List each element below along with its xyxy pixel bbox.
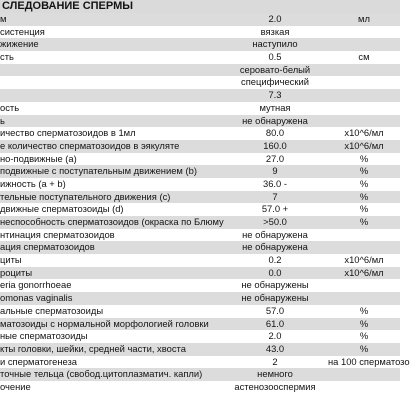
param-unit: на 100 сперматозо xyxy=(328,355,410,367)
param-value: 43.0 xyxy=(265,342,285,354)
param-unit: x10^6/мл xyxy=(344,127,384,139)
param-unit: x10^6/мл xyxy=(344,254,384,266)
table-row xyxy=(0,51,400,64)
param-unit: % xyxy=(359,203,369,215)
param-value: 0.2 xyxy=(268,254,282,266)
param-value: 0.5 xyxy=(268,51,282,63)
param-unit: x10^6/мл xyxy=(344,266,384,278)
table-row xyxy=(0,76,400,89)
param-name: ижность (a + b) xyxy=(0,177,66,189)
param-value: 61.0 xyxy=(265,317,285,329)
param-unit: % xyxy=(359,177,369,189)
param-value: не обнаружена xyxy=(242,228,308,240)
param-name: кты головки, шейки, средней части, хвоста xyxy=(0,342,186,354)
param-name: ь xyxy=(0,114,5,126)
param-value: вязкая xyxy=(260,25,290,37)
param-value: серовато-белый xyxy=(239,63,311,75)
param-name: нтинация сперматозоидов xyxy=(0,228,115,240)
param-value: 2 xyxy=(272,355,278,367)
param-value: специфический xyxy=(241,76,309,88)
param-name: и сперматогенеза xyxy=(0,355,78,367)
param-name: роциты xyxy=(0,266,33,278)
param-name: eria gonorrhoeae xyxy=(0,279,72,291)
param-unit: % xyxy=(359,317,369,329)
report-title: СЛЕДОВАНИЕ СПЕРМЫ xyxy=(0,0,400,13)
table-row xyxy=(0,279,400,292)
param-unit: % xyxy=(359,330,369,342)
param-name: сть xyxy=(0,51,14,63)
table-row xyxy=(0,330,400,343)
table-row xyxy=(0,343,400,356)
param-name: подвижные с поступательным движением (b) xyxy=(0,165,197,177)
param-value: наступило xyxy=(252,38,298,50)
param-name: очение xyxy=(0,380,31,392)
param-name: ость xyxy=(0,101,20,113)
table-row xyxy=(0,292,400,305)
param-value: 9 xyxy=(272,165,278,177)
table-row xyxy=(0,38,400,51)
param-name: ичество сперматозоидов в 1мл xyxy=(0,127,136,139)
param-value: мутная xyxy=(259,101,291,113)
param-value: 2.0 xyxy=(268,13,282,24)
table-row xyxy=(0,203,400,216)
table-row xyxy=(0,241,400,254)
table-row xyxy=(0,191,400,204)
param-value: 7 xyxy=(272,190,278,202)
param-name: м xyxy=(0,13,7,24)
param-name: но-подвижные (а) xyxy=(0,152,77,164)
table-row xyxy=(0,127,400,140)
param-value: >50.0 xyxy=(263,216,287,227)
table-row xyxy=(0,165,400,178)
table-row xyxy=(0,267,400,280)
table-row xyxy=(0,13,400,26)
table-row xyxy=(0,89,400,102)
param-value: не обнаружена xyxy=(242,241,308,253)
param-name: жижение xyxy=(0,38,39,50)
param-value: 2.0 xyxy=(268,330,282,342)
param-unit: % xyxy=(359,304,369,316)
param-value: 57.0 + xyxy=(261,203,289,215)
param-unit: мл xyxy=(358,13,370,24)
param-value: не обнаружены xyxy=(241,292,309,304)
table-row xyxy=(0,254,400,267)
param-name: точные тельца (свобод.цитоплазматич. капли) xyxy=(0,368,203,380)
table-row xyxy=(0,229,400,242)
param-name: omonas vaginalis xyxy=(0,292,73,304)
param-value: 160.0 xyxy=(263,139,287,151)
table-row xyxy=(0,355,410,369)
param-unit: % xyxy=(359,152,369,164)
param-unit: % xyxy=(359,190,369,202)
param-name: циты xyxy=(0,254,22,266)
param-value: 36.0 - xyxy=(263,177,287,189)
param-name: матозоиды с нормальной морфологией головки xyxy=(0,317,209,329)
table-row xyxy=(0,178,400,191)
param-value: 7.3 xyxy=(268,89,282,101)
param-name: неспособность сперматозоидов (окраска по Блюму xyxy=(0,216,224,227)
table-row xyxy=(0,318,400,331)
param-value: 80.0 xyxy=(265,127,285,139)
param-value: 57.0 xyxy=(265,304,285,316)
table-row xyxy=(0,216,400,229)
param-name: ные сперматозоиды xyxy=(0,330,88,342)
table-row xyxy=(0,115,400,128)
table-row xyxy=(0,102,400,115)
param-unit: % xyxy=(359,165,369,177)
param-unit: % xyxy=(359,342,369,354)
table-row xyxy=(0,140,400,153)
param-value: 27.0 xyxy=(265,152,285,164)
param-name: тельные поступательного движения (c) xyxy=(0,190,171,202)
param-value: 0.0 xyxy=(268,266,282,278)
param-value: не обнаружены xyxy=(241,279,309,291)
table-row xyxy=(0,64,400,77)
table-row xyxy=(0,153,400,166)
param-name: систенция xyxy=(0,25,45,37)
param-unit: см xyxy=(358,51,370,63)
param-name: движные сперматозоиды (d) xyxy=(0,203,124,215)
param-name: ация сперматозоидов xyxy=(0,241,95,253)
table-row xyxy=(0,368,400,381)
param-value: не обнаружена xyxy=(242,114,308,126)
param-unit: x10^6/мл xyxy=(344,139,384,151)
param-name: альные сперматозоиды xyxy=(0,304,104,316)
results-table xyxy=(0,13,410,394)
param-name: е количество сперматозоидов в эякуляте xyxy=(0,139,180,151)
table-row xyxy=(0,26,400,39)
param-value: астенозооспермия xyxy=(234,380,316,392)
param-unit: % xyxy=(359,216,369,227)
table-row xyxy=(0,381,400,394)
table-row xyxy=(0,305,400,318)
param-value: немного xyxy=(257,368,293,380)
